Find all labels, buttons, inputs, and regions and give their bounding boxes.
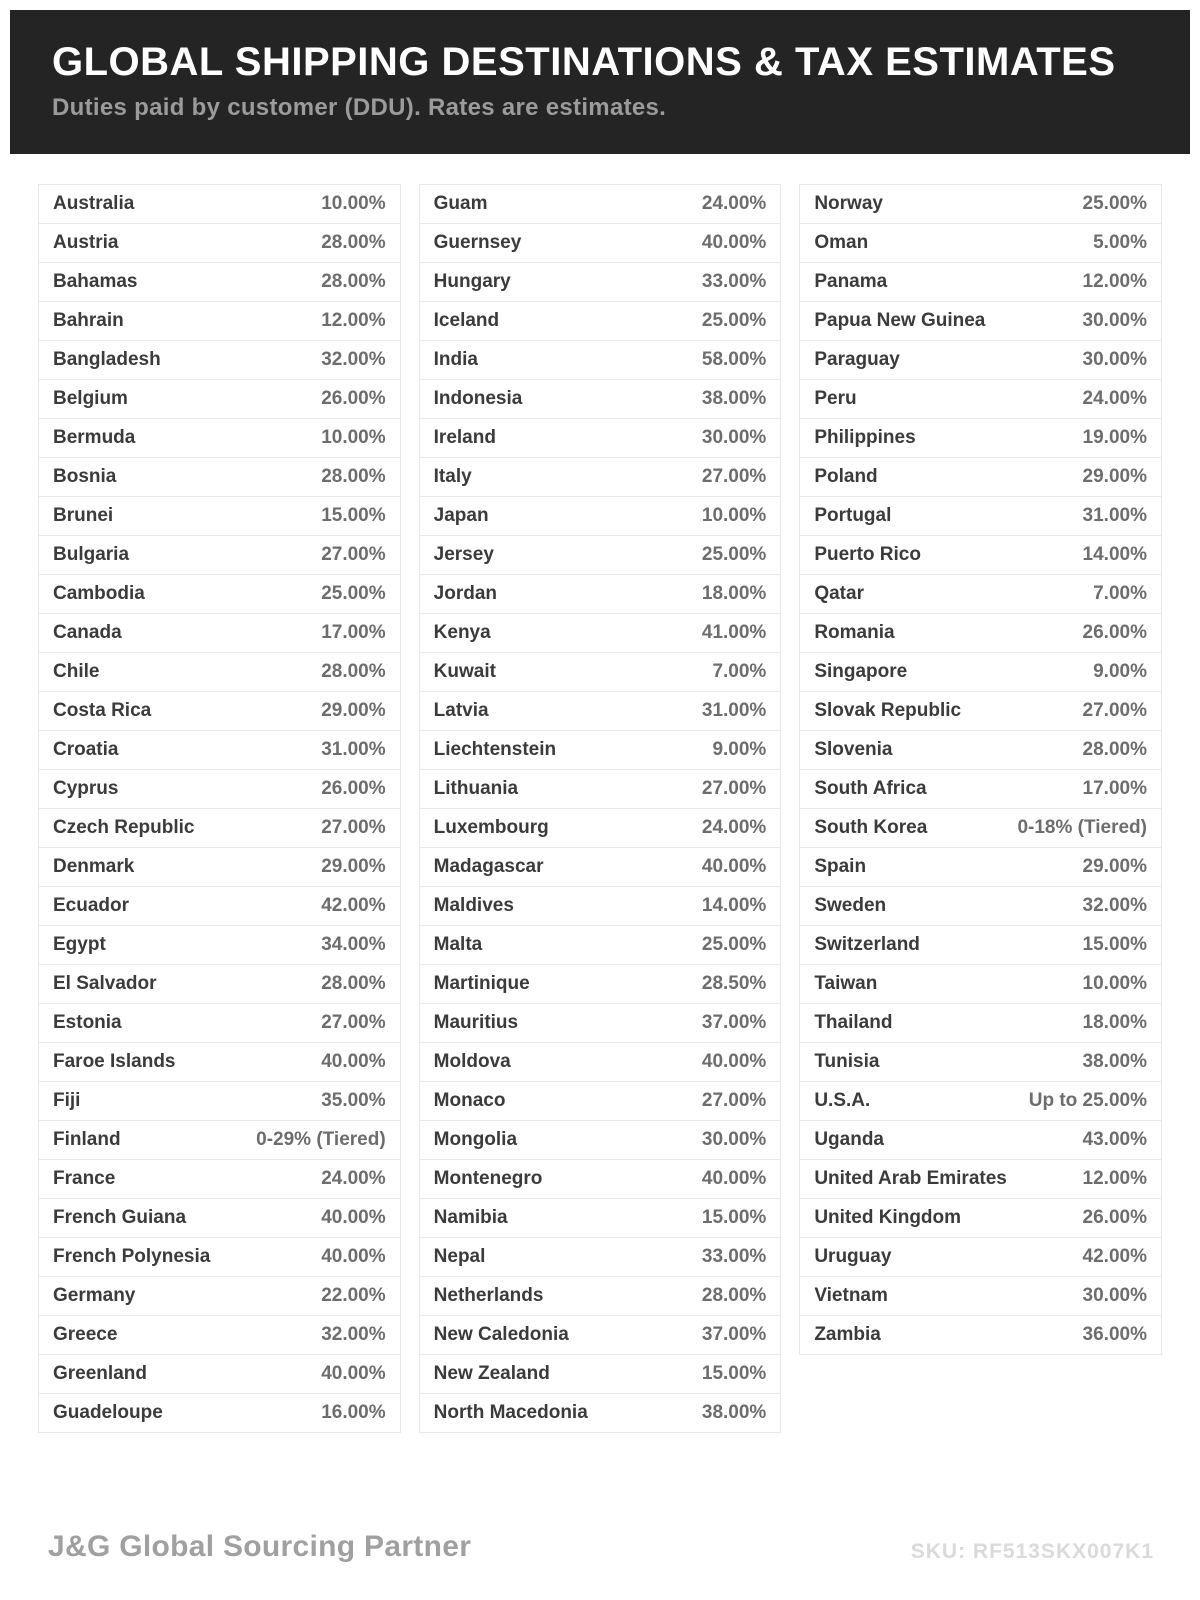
table-row [39, 1237, 400, 1276]
table-row [800, 964, 1161, 1003]
table-row [800, 418, 1161, 457]
country-name: Jordan [433, 583, 498, 604]
table-row [39, 535, 400, 574]
country-name: Guernsey [433, 232, 522, 253]
table-row [39, 1354, 400, 1393]
tax-rate: 32.00% [321, 1324, 386, 1345]
table-row [420, 574, 781, 613]
tax-rate: 24.00% [701, 193, 767, 214]
table-row [420, 1354, 781, 1393]
table-row [39, 652, 400, 691]
table-row [420, 886, 781, 925]
country-name: Greece [53, 1324, 118, 1345]
tax-rate: 9.00% [1093, 661, 1147, 682]
table-row [420, 223, 781, 262]
tax-rate: 28.00% [321, 466, 386, 487]
country-name: Papua New Guinea [814, 310, 986, 331]
tax-rate: 15.00% [701, 1363, 767, 1384]
tax-rate: 40.00% [321, 1207, 386, 1228]
tax-rate: 42.00% [321, 895, 386, 916]
country-name: Peru [814, 388, 857, 409]
tax-rate: 17.00% [321, 622, 386, 643]
tax-rate: 58.00% [701, 349, 767, 370]
table-row [800, 847, 1161, 886]
tax-rate: 38.00% [1082, 1051, 1147, 1072]
table-row [800, 1276, 1161, 1315]
country-name: Germany [53, 1285, 136, 1306]
tax-rate: 40.00% [701, 232, 767, 253]
tax-rate: 17.00% [1082, 778, 1147, 799]
country-name: Switzerland [814, 934, 920, 955]
tax-rate: 31.00% [701, 700, 767, 721]
country-name: Bermuda [53, 427, 136, 448]
table-row [420, 1003, 781, 1042]
country-name: Luxembourg [433, 817, 549, 838]
country-name: Cyprus [53, 778, 119, 799]
table-row [39, 1042, 400, 1081]
tax-rate: 27.00% [321, 817, 386, 838]
tax-rate: 10.00% [701, 505, 767, 526]
sku-label: SKU: RF513SKX007K1 [910, 1540, 1154, 1563]
tax-rate: 31.00% [1082, 505, 1147, 526]
tax-rate: 26.00% [1082, 1207, 1147, 1228]
tax-rate: 42.00% [1082, 1246, 1147, 1267]
country-name: North Macedonia [433, 1402, 588, 1423]
tax-rate: 12.00% [321, 310, 386, 331]
country-name: New Caledonia [433, 1324, 569, 1345]
country-name: Croatia [53, 739, 119, 760]
country-name: Panama [814, 271, 888, 292]
country-name: Malta [433, 934, 483, 955]
country-name: Czech Republic [53, 817, 195, 838]
table-row [800, 1237, 1161, 1276]
brand-name: J&G Global Sourcing Partner [48, 1530, 472, 1563]
country-name: El Salvador [53, 973, 157, 994]
table-row [39, 964, 400, 1003]
tax-rate: 36.00% [1082, 1324, 1147, 1345]
table-row [39, 1198, 400, 1237]
tax-rate: 24.00% [701, 817, 767, 838]
country-name: Greenland [53, 1363, 147, 1384]
country-name: Jersey [433, 544, 494, 565]
country-name: Australia [53, 193, 135, 214]
table-row [39, 379, 400, 418]
country-name: Fiji [53, 1090, 81, 1111]
country-name: Paraguay [814, 349, 900, 370]
country-name: Bangladesh [53, 349, 161, 370]
country-name: Liechtenstein [433, 739, 557, 760]
page-title: GLOBAL SHIPPING DESTINATIONS & TAX ESTIMATES [52, 40, 1116, 84]
country-name: Tunisia [814, 1051, 880, 1072]
table-row [800, 535, 1161, 574]
table-row [39, 847, 400, 886]
tax-rate: 25.00% [701, 544, 767, 565]
table-row [420, 535, 781, 574]
table-row [420, 301, 781, 340]
table-row [420, 925, 781, 964]
country-name: Maldives [433, 895, 514, 916]
country-name: Vietnam [814, 1285, 888, 1306]
country-name: Canada [53, 622, 122, 643]
tax-rate: 10.00% [1082, 973, 1147, 994]
table-row [420, 418, 781, 457]
table-row [39, 730, 400, 769]
table-row [39, 340, 400, 379]
country-name: Kenya [433, 622, 491, 643]
country-name: Philippines [814, 427, 916, 448]
table-row [800, 691, 1161, 730]
country-name: Kuwait [433, 661, 496, 682]
tax-rate: 28.00% [321, 232, 386, 253]
tax-rate: 7.00% [712, 661, 767, 682]
table-row [39, 1276, 400, 1315]
table-row [39, 1120, 400, 1159]
country-name: United Kingdom [814, 1207, 962, 1228]
tax-rate: 33.00% [701, 1246, 767, 1267]
table-row [420, 691, 781, 730]
country-name: Mauritius [433, 1012, 519, 1033]
tax-rate: 43.00% [1082, 1129, 1147, 1150]
country-name: Ireland [433, 427, 496, 448]
table-row [39, 496, 400, 535]
table-row [800, 730, 1161, 769]
tax-rate: 25.00% [1082, 193, 1147, 214]
tax-rate: 40.00% [701, 856, 767, 877]
table-row [800, 223, 1161, 262]
table-row [800, 1081, 1161, 1120]
tax-rate: 27.00% [321, 1012, 386, 1033]
country-name: Finland [53, 1129, 121, 1150]
table-row [800, 886, 1161, 925]
rates-table [10, 154, 1190, 1433]
country-name: Ecuador [53, 895, 130, 916]
country-name: Taiwan [814, 973, 878, 994]
tax-rate: 30.00% [701, 427, 767, 448]
tax-rate: Up to 25.00% [1028, 1090, 1147, 1111]
rates-column-3 [799, 184, 1162, 1355]
tax-rate: 37.00% [701, 1324, 767, 1345]
tax-rate: 40.00% [701, 1168, 767, 1189]
country-name: Spain [814, 856, 867, 877]
table-row [420, 1276, 781, 1315]
table-row [39, 1003, 400, 1042]
tax-rate: 27.00% [321, 544, 386, 565]
country-name: Qatar [814, 583, 864, 604]
country-name: Slovenia [814, 739, 893, 760]
table-row [420, 808, 781, 847]
table-row [800, 379, 1161, 418]
tax-rate: 29.00% [1082, 466, 1147, 487]
tax-rate: 14.00% [701, 895, 767, 916]
table-row [420, 1198, 781, 1237]
country-name: Bulgaria [53, 544, 130, 565]
tax-rate: 27.00% [1082, 700, 1147, 721]
tax-rate: 28.00% [321, 271, 386, 292]
country-name: Martinique [433, 973, 530, 994]
tax-rate: 22.00% [321, 1285, 386, 1306]
tax-rate: 32.00% [1082, 895, 1147, 916]
tax-rate: 40.00% [321, 1363, 386, 1384]
table-row [420, 1315, 781, 1354]
table-row [420, 496, 781, 535]
table-row [420, 730, 781, 769]
tax-rate: 40.00% [321, 1051, 386, 1072]
country-name: Montenegro [433, 1168, 543, 1189]
table-row [800, 1003, 1161, 1042]
tax-rate: 40.00% [321, 1246, 386, 1267]
table-row [39, 262, 400, 301]
tax-rate: 30.00% [1082, 1285, 1147, 1306]
tax-rate: 14.00% [1082, 544, 1147, 565]
table-row [800, 262, 1161, 301]
table-row [39, 808, 400, 847]
tax-rate: 41.00% [701, 622, 767, 643]
country-name: French Guiana [53, 1207, 187, 1228]
country-name: Uruguay [814, 1246, 892, 1267]
country-name: Monaco [433, 1090, 506, 1111]
country-name: Moldova [433, 1051, 511, 1072]
table-row [39, 925, 400, 964]
tax-rate: 27.00% [701, 466, 767, 487]
country-name: French Polynesia [53, 1246, 211, 1267]
table-row [800, 496, 1161, 535]
table-row [800, 1120, 1161, 1159]
country-name: Romania [814, 622, 895, 643]
table-row [39, 418, 400, 457]
tax-rate: 28.00% [321, 973, 386, 994]
tax-rate: 12.00% [1082, 1168, 1147, 1189]
table-row [420, 262, 781, 301]
country-name: Bosnia [53, 466, 117, 487]
table-row [800, 457, 1161, 496]
tax-rate: 37.00% [701, 1012, 767, 1033]
country-name: Bahamas [53, 271, 138, 292]
table-row [420, 379, 781, 418]
country-name: Nepal [433, 1246, 486, 1267]
tax-rate: 24.00% [321, 1168, 386, 1189]
country-name: India [433, 349, 478, 370]
table-row [39, 457, 400, 496]
tax-rate: 26.00% [1082, 622, 1147, 643]
tax-rate: 31.00% [321, 739, 386, 760]
tax-rate: 26.00% [321, 778, 386, 799]
tax-rate: 15.00% [1082, 934, 1147, 955]
table-row [39, 223, 400, 262]
tax-rate: 18.00% [701, 583, 767, 604]
tax-rate: 27.00% [701, 1090, 767, 1111]
tax-rate: 15.00% [701, 1207, 767, 1228]
tax-rate: 9.00% [712, 739, 767, 760]
country-name: Cambodia [53, 583, 145, 604]
country-name: Poland [814, 466, 878, 487]
tax-rate: 38.00% [701, 1402, 767, 1423]
country-name: Namibia [433, 1207, 508, 1228]
tax-rate: 25.00% [701, 934, 767, 955]
tax-rate: 27.00% [701, 778, 767, 799]
table-row [39, 613, 400, 652]
country-name: Denmark [53, 856, 135, 877]
tax-rate: 7.00% [1093, 583, 1147, 604]
country-name: Guadeloupe [53, 1402, 163, 1423]
table-row [420, 1237, 781, 1276]
table-row [420, 1120, 781, 1159]
tax-rate: 28.00% [1082, 739, 1147, 760]
tax-rate: 15.00% [321, 505, 386, 526]
tax-rate: 24.00% [1082, 388, 1147, 409]
table-row [39, 301, 400, 340]
table-row [420, 964, 781, 1003]
tax-rate: 35.00% [321, 1090, 386, 1111]
country-name: Brunei [53, 505, 114, 526]
table-row [800, 574, 1161, 613]
page-subtitle: Duties paid by customer (DDU). Rates are estimates. [52, 94, 667, 121]
footer [10, 1530, 1190, 1600]
country-name: Zambia [814, 1324, 881, 1345]
header-banner [10, 10, 1190, 154]
tax-rate: 29.00% [1082, 856, 1147, 877]
country-name: Thailand [814, 1012, 893, 1033]
table-row [39, 1081, 400, 1120]
table-row [800, 1315, 1161, 1354]
country-name: United Arab Emirates [814, 1168, 1007, 1189]
country-name: U.S.A. [814, 1090, 871, 1111]
tax-rate: 19.00% [1082, 427, 1147, 448]
tax-rate: 30.00% [1082, 349, 1147, 370]
country-name: Austria [53, 232, 119, 253]
tax-rate: 34.00% [321, 934, 386, 955]
tax-rate: 10.00% [321, 193, 386, 214]
tax-rate: 32.00% [321, 349, 386, 370]
table-row [800, 1042, 1161, 1081]
tax-rate: 30.00% [701, 1129, 767, 1150]
tax-rate: 28.00% [701, 1285, 767, 1306]
tax-rate: 25.00% [321, 583, 386, 604]
table-row [39, 886, 400, 925]
table-row [420, 1393, 781, 1432]
country-name: Oman [814, 232, 869, 253]
table-row [420, 457, 781, 496]
tax-rate: 0-29% (Tiered) [256, 1129, 386, 1150]
country-name: Netherlands [433, 1285, 544, 1306]
rates-column-2 [419, 184, 782, 1433]
tax-rate: 40.00% [701, 1051, 767, 1072]
country-name: Bahrain [53, 310, 124, 331]
country-name: South Korea [814, 817, 928, 838]
country-name: Chile [53, 661, 100, 682]
country-name: Egypt [53, 934, 106, 955]
table-row [420, 613, 781, 652]
table-row [800, 185, 1161, 223]
tax-rate: 30.00% [1082, 310, 1147, 331]
table-row [800, 808, 1161, 847]
rates-column-1 [38, 184, 401, 1433]
tax-rate: 29.00% [321, 856, 386, 877]
country-name: Latvia [433, 700, 489, 721]
table-row [420, 652, 781, 691]
tax-rate: 5.00% [1093, 232, 1147, 253]
table-row [420, 847, 781, 886]
table-row [420, 340, 781, 379]
country-name: Iceland [433, 310, 500, 331]
table-row [800, 301, 1161, 340]
country-name: Costa Rica [53, 700, 152, 721]
country-name: Mongolia [433, 1129, 518, 1150]
tax-rate: 38.00% [701, 388, 767, 409]
country-name: Slovak Republic [814, 700, 962, 721]
table-row [420, 769, 781, 808]
table-row [420, 1042, 781, 1081]
table-row [800, 652, 1161, 691]
table-row [800, 925, 1161, 964]
table-row [39, 691, 400, 730]
tax-rate: 25.00% [701, 310, 767, 331]
tax-rate: 10.00% [321, 427, 386, 448]
table-row [39, 769, 400, 808]
country-name: Portugal [814, 505, 892, 526]
country-name: Italy [433, 466, 472, 487]
table-row [420, 185, 781, 223]
tax-rate: 28.50% [701, 973, 767, 994]
country-name: Faroe Islands [53, 1051, 176, 1072]
table-row [800, 769, 1161, 808]
country-name: Lithuania [433, 778, 519, 799]
table-row [39, 1393, 400, 1432]
table-row [800, 613, 1161, 652]
tax-rate: 12.00% [1082, 271, 1147, 292]
table-row [39, 185, 400, 223]
country-name: New Zealand [433, 1363, 550, 1384]
tax-rate: 26.00% [321, 388, 386, 409]
tax-rate: 0-18% (Tiered) [1017, 817, 1147, 838]
country-name: Madagascar [433, 856, 544, 877]
country-name: Hungary [433, 271, 511, 292]
table-row [800, 340, 1161, 379]
table-row [420, 1159, 781, 1198]
country-name: Japan [433, 505, 489, 526]
table-row [800, 1198, 1161, 1237]
country-name: Singapore [814, 661, 908, 682]
country-name: France [53, 1168, 116, 1189]
tax-rate: 29.00% [321, 700, 386, 721]
country-name: Puerto Rico [814, 544, 921, 565]
country-name: Norway [814, 193, 883, 214]
country-name: Indonesia [433, 388, 523, 409]
country-name: Estonia [53, 1012, 122, 1033]
tax-rate: 16.00% [321, 1402, 386, 1423]
table-row [420, 1081, 781, 1120]
country-name: South Africa [814, 778, 927, 799]
table-row [39, 1159, 400, 1198]
table-row [800, 1159, 1161, 1198]
tax-rate: 28.00% [321, 661, 386, 682]
country-name: Belgium [53, 388, 128, 409]
country-name: Uganda [814, 1129, 885, 1150]
table-row [39, 1315, 400, 1354]
tax-rate: 18.00% [1082, 1012, 1147, 1033]
country-name: Sweden [814, 895, 887, 916]
tax-rate: 33.00% [701, 271, 767, 292]
country-name: Guam [433, 193, 488, 214]
table-row [39, 574, 400, 613]
